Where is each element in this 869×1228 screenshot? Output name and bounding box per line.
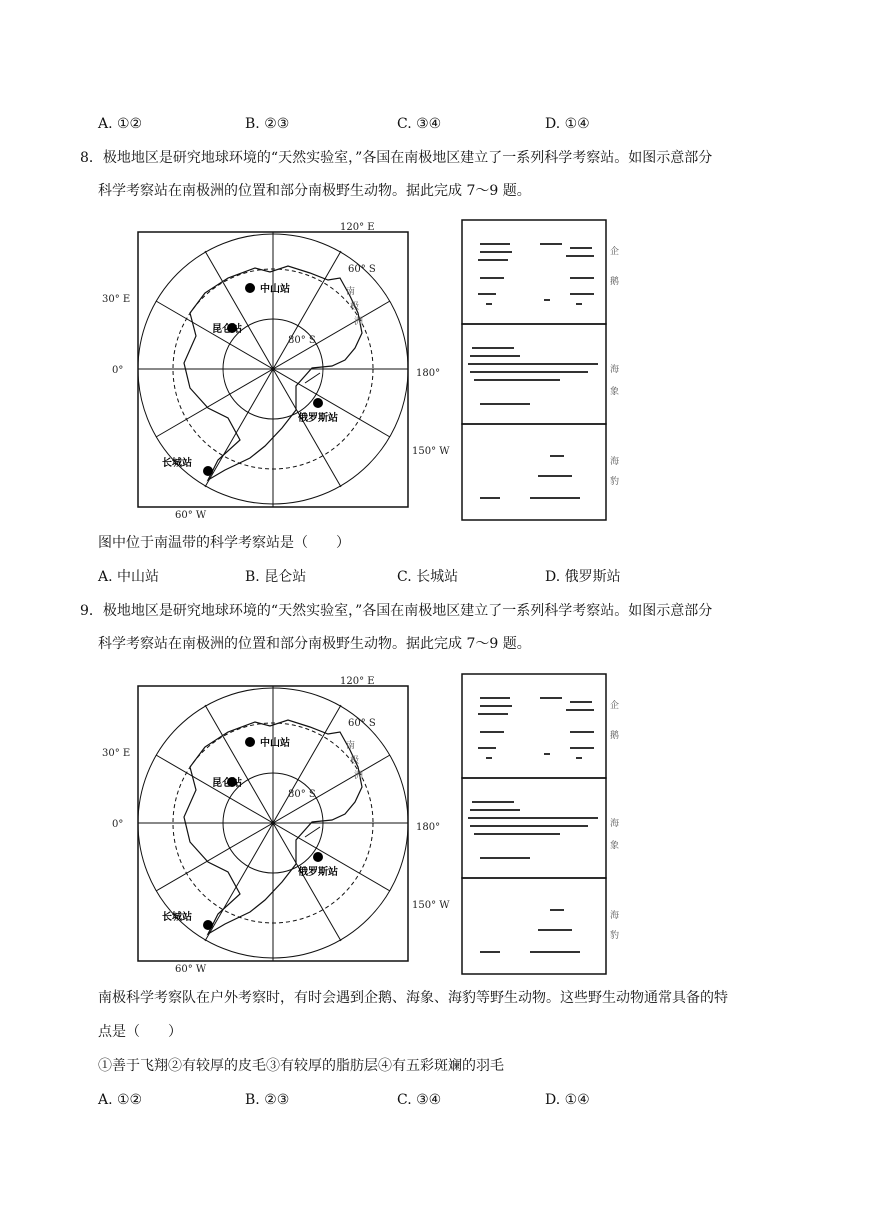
- q9-question-line2: 点是（ ）: [98, 1024, 182, 1040]
- station-kunlun-label: 昆仑站: [212, 324, 242, 335]
- lon-180-label: 180°: [416, 368, 441, 379]
- lat-60s-label: 60° S: [348, 718, 376, 729]
- q9-figure: [100, 672, 620, 977]
- walrus-label-1: 海: [610, 365, 620, 375]
- q7-option-c[interactable]: C. ③④: [397, 116, 442, 132]
- lat-60s-label: 60° S: [348, 264, 376, 275]
- q8-question: 图中位于南温带的科学考察站是（ ）: [98, 535, 350, 551]
- walrus-label-2: 象: [610, 841, 620, 851]
- station-changcheng-label: 长城站: [162, 912, 192, 923]
- q7-option-a[interactable]: A. ①②: [98, 116, 143, 132]
- penguin-label-2: 鹅: [610, 277, 620, 287]
- q7-option-d[interactable]: D. ①④: [545, 116, 590, 132]
- seal-label-2: 豹: [610, 477, 620, 487]
- lon-30e-label: 30° E: [102, 294, 131, 305]
- q9-option-d[interactable]: D. ①④: [545, 1092, 590, 1108]
- lon-120e-label: 120° E: [340, 676, 375, 687]
- sea-label-1: 南: [346, 741, 356, 751]
- q8-option-a[interactable]: A. 中山站: [98, 569, 160, 585]
- seal-label-2: 豹: [610, 931, 620, 941]
- q7-option-b[interactable]: B. ②③: [245, 116, 290, 132]
- station-russia-label: 俄罗斯站: [298, 867, 338, 878]
- q9-option-c[interactable]: C. ③④: [397, 1092, 442, 1108]
- lon-150w-label: 150° W: [412, 900, 450, 911]
- lon-180-label: 180°: [416, 822, 441, 833]
- station-kunlun-label: 昆仑站: [212, 778, 242, 789]
- penguin-label-1: 企: [610, 247, 620, 257]
- seal-label-1: 海: [610, 911, 620, 921]
- q8-option-c[interactable]: C. 长城站: [397, 569, 459, 585]
- q9-antarctic-map: [100, 672, 620, 977]
- sea-label-2: 极: [350, 302, 360, 312]
- lat-80s-label: 80° S: [288, 789, 316, 800]
- q8-antarctic-map: [100, 218, 620, 523]
- q8-stem-line1: 8．极地地区是研究地球环境的“天然实验室，”各国在南极地区建立了一系列科学考察站。如图示意部分: [80, 150, 713, 166]
- q8-figure: [100, 218, 620, 523]
- sea-label-3: 洲: [354, 317, 364, 327]
- lon-0-label: 0°: [112, 365, 124, 376]
- lon-150w-label: 150° W: [412, 446, 450, 457]
- seal-label-1: 海: [610, 457, 620, 467]
- lon-60w-label: 60° W: [175, 964, 207, 975]
- q9-stem-line2: 科学考察站在南极洲的位置和部分南极野生动物。据此完成 7～9 题。: [98, 636, 531, 652]
- lat-80s-label: 80° S: [288, 335, 316, 346]
- station-changcheng-label: 长城站: [162, 458, 192, 469]
- lon-60w-label: 60° W: [175, 510, 207, 521]
- walrus-label-2: 象: [610, 387, 620, 397]
- q9-option-b[interactable]: B. ②③: [245, 1092, 290, 1108]
- q9-question-line1: 南极科学考察队在户外考察时，有时会遇到企鹅、海象、海豹等野生动物。这些野生动物通常具备的特: [98, 990, 728, 1006]
- q8-stem-line2: 科学考察站在南极洲的位置和部分南极野生动物。据此完成 7～9 题。: [98, 183, 531, 199]
- q8-option-b[interactable]: B. 昆仑站: [245, 569, 307, 585]
- q9-stem-line1: 9．极地地区是研究地球环境的“天然实验室，”各国在南极地区建立了一系列科学考察站。如图示意部分: [80, 603, 713, 619]
- penguin-label-2: 鹅: [610, 731, 620, 741]
- station-zhongshan-label: 中山站: [260, 284, 290, 295]
- sea-label-3: 洲: [354, 771, 364, 781]
- lon-0-label: 0°: [112, 819, 124, 830]
- q9-option-a[interactable]: A. ①②: [98, 1092, 143, 1108]
- walrus-label-1: 海: [610, 819, 620, 829]
- sea-label-1: 南: [346, 287, 356, 297]
- station-zhongshan-label: 中山站: [260, 738, 290, 749]
- lon-30e-label: 30° E: [102, 748, 131, 759]
- q8-option-d[interactable]: D. 俄罗斯站: [545, 569, 621, 585]
- penguin-label-1: 企: [610, 701, 620, 711]
- station-russia-label: 俄罗斯站: [298, 413, 338, 424]
- lon-120e-label: 120° E: [340, 222, 375, 233]
- q9-statements: ①善于飞翔②有较厚的皮毛③有较厚的脂肪层④有五彩斑斓的羽毛: [98, 1058, 504, 1074]
- sea-label-2: 极: [350, 756, 360, 766]
